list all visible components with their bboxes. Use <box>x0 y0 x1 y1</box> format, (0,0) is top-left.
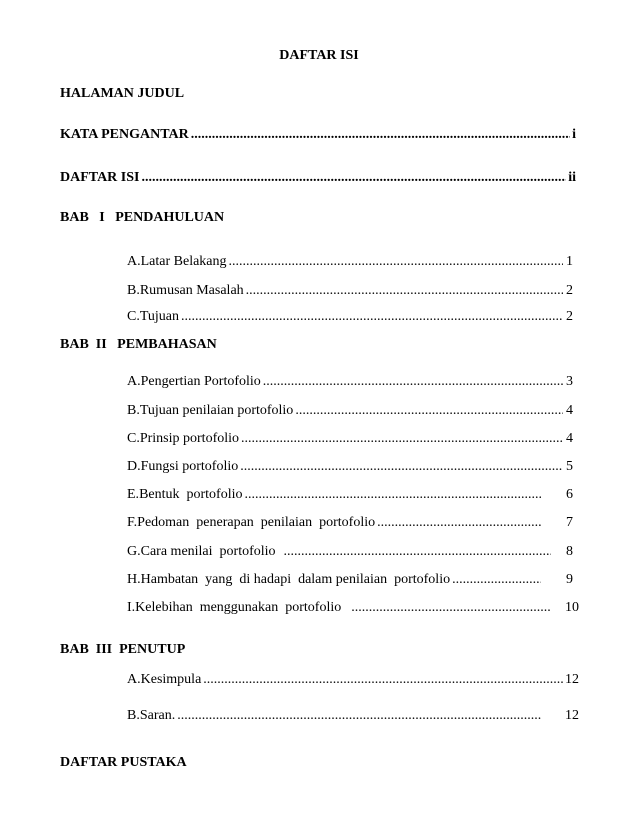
item-letter: C. <box>127 309 140 324</box>
toc-entry-kata-pengantar[interactable] <box>60 127 576 143</box>
item-label: Fungsi portofolio <box>140 459 239 474</box>
item-label: Saran. <box>139 708 176 723</box>
item-letter: C. <box>127 431 140 446</box>
item-label: Tujuan penilaian portofolio <box>139 403 294 418</box>
dot-leader <box>245 487 542 503</box>
dot-leader <box>241 431 563 447</box>
dot-leader <box>229 254 563 270</box>
dot-leader <box>284 544 551 560</box>
dot-leader <box>452 572 541 588</box>
item-page: 6 <box>566 487 573 502</box>
toc-item[interactable] <box>127 515 573 531</box>
item-label: Pedoman penerapan penilaian portofolio <box>137 515 376 530</box>
dot-leader <box>263 374 563 390</box>
toc-item[interactable] <box>127 459 573 475</box>
dot-leader <box>203 672 563 688</box>
item-page: 4 <box>566 431 573 446</box>
item-page: 3 <box>566 374 573 389</box>
item-label: Prinsip portofolio <box>139 431 240 446</box>
item-label: Hambatan yang di hadapi dalam penilaian portofolio <box>140 572 451 587</box>
dot-leader <box>181 309 563 325</box>
item-page: 2 <box>566 309 573 324</box>
toc-item[interactable] <box>127 309 573 325</box>
item-label: Tujuan <box>139 309 180 324</box>
chapter-heading-bab-1[interactable]: BAB I PENDAHULUAN <box>60 210 225 225</box>
toc-entry-page: i <box>572 127 576 142</box>
toc-item[interactable] <box>127 544 573 560</box>
item-letter: I. <box>127 600 136 615</box>
item-label: Cara menilai portofolio <box>140 544 276 559</box>
item-page: 4 <box>566 403 573 418</box>
toc-entry-page: ii <box>568 170 576 185</box>
item-page: 1 <box>566 254 573 269</box>
item-label: Kesimpula <box>140 672 202 687</box>
chapter-heading-bab-2[interactable]: BAB II PEMBAHASAN <box>60 337 217 352</box>
item-page: 2 <box>566 283 573 298</box>
toc-entry-label: KATA PENGANTAR <box>60 127 189 142</box>
item-label: Kelebihan menggunakan portofolio <box>135 600 342 615</box>
toc-item[interactable] <box>127 403 573 419</box>
toc-item[interactable] <box>127 672 579 688</box>
toc-entry-daftar-pustaka[interactable]: DAFTAR PUSTAKA <box>60 755 187 770</box>
item-letter: A. <box>127 672 141 687</box>
item-letter: H. <box>127 572 141 587</box>
dot-leader <box>351 600 551 616</box>
item-label: Pengertian Portofolio <box>140 374 261 389</box>
item-label: Latar Belakang <box>140 254 227 269</box>
item-letter: A. <box>127 374 141 389</box>
dot-leader <box>141 170 566 186</box>
dot-leader <box>377 515 541 531</box>
item-letter: G. <box>127 544 141 559</box>
toc-item[interactable] <box>127 431 573 447</box>
dot-leader <box>295 403 563 419</box>
toc-item[interactable] <box>127 600 579 616</box>
toc-item[interactable] <box>127 254 573 270</box>
toc-item[interactable] <box>127 572 573 588</box>
item-label: Rumusan Masalah <box>139 283 244 298</box>
item-page: 12 <box>565 672 579 687</box>
item-letter: F. <box>127 515 138 530</box>
toc-entry-label: DAFTAR ISI <box>60 170 140 185</box>
chapter-heading-bab-3[interactable]: BAB III PENUTUP <box>60 642 186 657</box>
dot-leader <box>191 127 570 143</box>
item-page: 9 <box>566 572 573 587</box>
item-letter: E. <box>127 487 140 502</box>
toc-entry-halaman-judul[interactable] <box>60 86 576 102</box>
dot-leader <box>240 459 563 475</box>
toc-item[interactable] <box>127 374 573 390</box>
toc-item[interactable] <box>127 708 579 724</box>
dot-leader <box>246 283 563 299</box>
item-page: 8 <box>566 544 573 559</box>
item-letter: B. <box>127 283 140 298</box>
item-page: 7 <box>566 515 573 530</box>
item-page: 12 <box>565 708 579 723</box>
item-letter: B. <box>127 403 140 418</box>
toc-item[interactable] <box>127 283 573 299</box>
item-letter: D. <box>127 459 141 474</box>
item-page: 5 <box>566 459 573 474</box>
item-letter: B. <box>127 708 140 723</box>
toc-entry-label: HALAMAN JUDUL <box>60 86 185 101</box>
item-page: 10 <box>565 600 579 615</box>
page-title: DAFTAR ISI <box>279 48 359 63</box>
item-label: Bentuk portofolio <box>139 487 243 502</box>
item-letter: A. <box>127 254 141 269</box>
dot-leader <box>177 708 541 724</box>
toc-item[interactable] <box>127 487 573 503</box>
toc-entry-daftar-isi[interactable] <box>60 170 576 186</box>
